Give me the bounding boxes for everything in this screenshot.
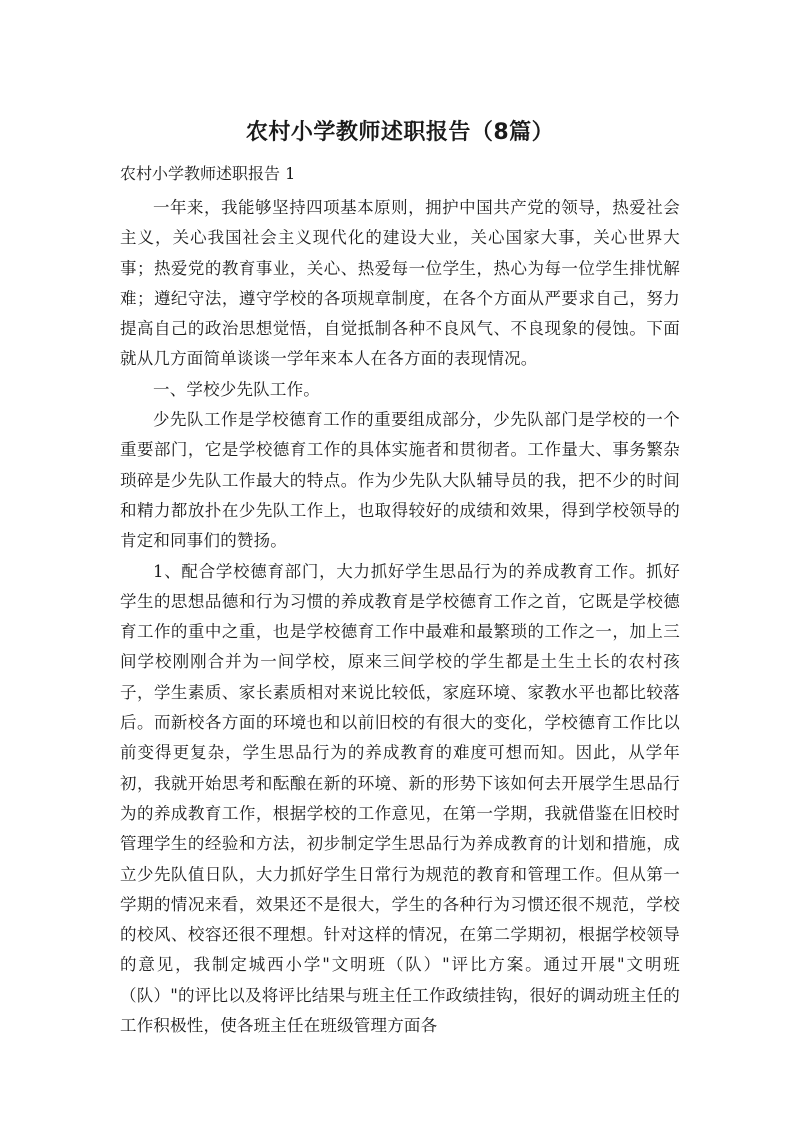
paragraph-moral-education: 1、配合学校德育部门，大力抓好学生思品行为的养成教育工作。抓好学生的思想品德和行为习惯的养成教育是学校德育工作之首，它既是学校德育工作的重中之重，也是学校德育工作中最难和最繁琐的工作之一，加上三间学校刚刚合并为一间学校，原来三间学校的学生都是土生土长的农村孩子，学生素质、家长素质相对来说比较低，家庭环境、家教水平也都比较落后。而新校各方面的环境也和以前旧校的有很大的变化，学校德育工作比以前变得更复杂，学生思品行为的养成教育的难度可想而知。因此，从学年初，我就开始思考和酝酿在新的环境、新的形势下该如何去开展学生思品行为的养成教育工作，根据学校的工作意见，在第一学期，我就借鉴在旧校时管理学生的经验和方法，初步制定学生思品行为养成教育的计划和措施，成立少先队值日队，大力抓好学生日常行为规范的教育和管理工作。但从第一学期的情况来看，效果还不是很大，学生的各种行为习惯还很不规范，学校的校风、校容还很不理想。针对这样的情况，在第二学期初，根据学校领导的意见，我制定城西小学"文明班（队）"评比方案。通过开展"文明班（队）"的评比以及将评比结果与班主任工作政绩挂钩，很好的调动班主任的工作积极性，使各班主任在班级管理方面各 [120, 561, 680, 1036]
paragraph-intro: 一年来，我能够坚持四项基本原则，拥护中国共产党的领导，热爱社会主义，关心我国社会主义现代化的建设大业，关心国家大事，关心世界大事；热爱党的教育事业，关心、热爱每一位学生，热心为每一位学生排忧解难；遵纪守法，遵守学校的各项规章制度，在各个方面从严要求自己，努力提高自己的政治思想觉悟，自觉抵制各种不良风气、不良现象的侵蚀。下面就从几方面简单谈谈一学年来本人在各方面的表现情况。 [120, 198, 680, 369]
document-title: 农村小学教师述职报告（8篇） [245, 120, 555, 145]
section-heading: 农村小学教师述职报告 1 [120, 164, 296, 183]
paragraph-pioneers-work: 少先队工作是学校德育工作的重要组成部分，少先队部门是学校的一个重要部门，它是学校德育工作的具体实施者和贯彻者。工作量大、事务繁杂琐碎是少先队工作最大的特点。作为少先队大队辅导员的我，把不少的时间和精力都放扑在少先队工作上，也取得较好的成绩和效果，得到学校领导的肯定和同事们的赞扬。 [120, 410, 680, 551]
document-body [120, 193, 680, 1041]
paragraph-section-heading: 一、学校少先队工作。 [153, 379, 320, 399]
